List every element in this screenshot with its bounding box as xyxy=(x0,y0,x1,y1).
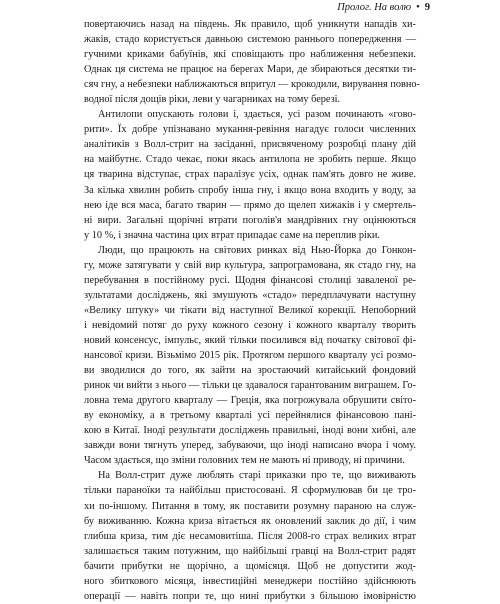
text-line: бу виживанню. Кожна криза вітається як оновлений заклик до дії, і чим xyxy=(84,515,416,527)
text-line: операції — навіть попри те, що нині прибутки з більшою імовірністю xyxy=(84,590,416,602)
text-line: водної після дощів ріки, леви у чагарниках на тому березі. xyxy=(84,94,341,106)
text-line: ву економіку, а в третьому кварталі усі перейнялися фінансовою пані- xyxy=(84,410,416,422)
text-line: повертаючись назад на південь. Як правило, щоб уникнути нападів хи- xyxy=(84,19,416,30)
text-line: бачити прибутки не щорічно, а щомісяця. Щоб не допустити жод- xyxy=(84,560,416,572)
text-line: ця тварина відступає, страх паралізує усіх, однак пам'ять довго не живе. xyxy=(84,169,416,181)
text-line: На Волл-стрит дуже люблять старі приказки про те, що виживають xyxy=(98,470,416,482)
chapter-title: Пролог. На волю xyxy=(337,2,412,13)
text-line: гу, може затягувати у свій вир культура, запрограмована, як стадо гну, на xyxy=(84,259,416,271)
text-line: «Велику штуку» чи тікати від наступної Великої корекції. Непоборний xyxy=(84,304,416,316)
text-line: ви зводилися до того, як зайти на зростаючий китайський фондовий xyxy=(84,365,416,377)
running-header xyxy=(337,2,430,13)
text-line: Антилопи опускають голови і, здається, усі разом починають «гово- xyxy=(98,109,416,121)
text-line: зультатами досліджень, які змушують «стадо» передплачувати наступну xyxy=(84,289,416,301)
text-line: на майбутнє. Стадо чекає, поки якась антилопа не зробить перше. Якщо xyxy=(84,154,416,166)
text-line: рити». Їх добре упізнавано мукання-ревіння нагадує голоси численних xyxy=(84,124,416,136)
text-line: новий консенсус, імпульс, який тільки посилився від початку світової фі- xyxy=(84,334,416,346)
text-line: ні вири. Загальні щорічні втрати поголів'я мандрівних гну оцінюються xyxy=(84,214,416,226)
text-line: ринок чи вийти з нього — тільки це здавалося гарантованим виграшем. Го- xyxy=(84,380,416,392)
page-number: 9 xyxy=(424,2,430,13)
body-text xyxy=(84,17,420,604)
text-line: Часом здається, що зміни головних тем не мають ні приводу, ні причини. xyxy=(84,455,405,467)
text-line: нансової кризи. Візьмімо 2015 рік. Протягом першого кварталу усі розмо- xyxy=(84,350,416,362)
text-line: і невідомий потяг до руху кожного сезону і кожного кварталу творить xyxy=(84,319,416,331)
header-separator: • xyxy=(416,2,420,13)
text-line: Люди, що працюють на світових ринках від Нью-Йорка до Гонкон- xyxy=(98,244,416,256)
text-line: Однак ця система не працює на берегах Мари, де збираються десятки ти- xyxy=(84,64,416,76)
text-line: нею іде вся маса, багато тварин — прямо до щелеп хижаків і у смертель- xyxy=(84,199,416,211)
text-line: ного збиткового місяця, інвестиційні менеджери постійно здійснюють xyxy=(84,575,416,587)
text-line: кою в Китаї. Іноді результати досліджень правильні, іноді вони хибні, але xyxy=(84,425,416,437)
text-line: глибша криза, тим діє несамовитіша. Після 2008-го страх великих втрат xyxy=(84,530,416,542)
text-line: За кілька хвилин робить спробу інша гну, і якщо вона входить у воду, за xyxy=(84,184,416,196)
text-line: хи по-іншому. Питання в тому, як поставити розумну параною на служ- xyxy=(84,500,416,512)
text-line: залишається таким потужним, що найбільші гравці на Волл-стрит радят xyxy=(84,545,416,557)
text-line: завжди вони тягнуть уперед, забуваючи, що іноді написано вчора і чому. xyxy=(84,440,416,452)
text-line: жаків, стадо користується давньою системою раннього попередження — xyxy=(84,34,416,46)
text-line: перебування в постійному русі. Щодня фінансові столиці заваленої ре- xyxy=(84,274,416,286)
text-line: аналітиків з Волл-стрит на засіданні, присвяченому розробці плану дій xyxy=(84,139,416,151)
text-line: тільки параноїки та найбільш пристосовані. Я сформулював би це тро- xyxy=(84,485,416,497)
text-line: у 10 %, і значна частина цих втрат припадає саме на переплив ріки. xyxy=(84,229,380,241)
text-line: ловна тема другого кварталу — Греція, яка погрожувала обрушити світо- xyxy=(84,395,416,407)
text-line: сяч гну, а небезпеки наближаються впритул — крокодили, вирування повно- xyxy=(84,79,420,91)
text-line: гучними криками бабуїнів, які сповіщають про наближення небезпеки. xyxy=(84,49,416,61)
